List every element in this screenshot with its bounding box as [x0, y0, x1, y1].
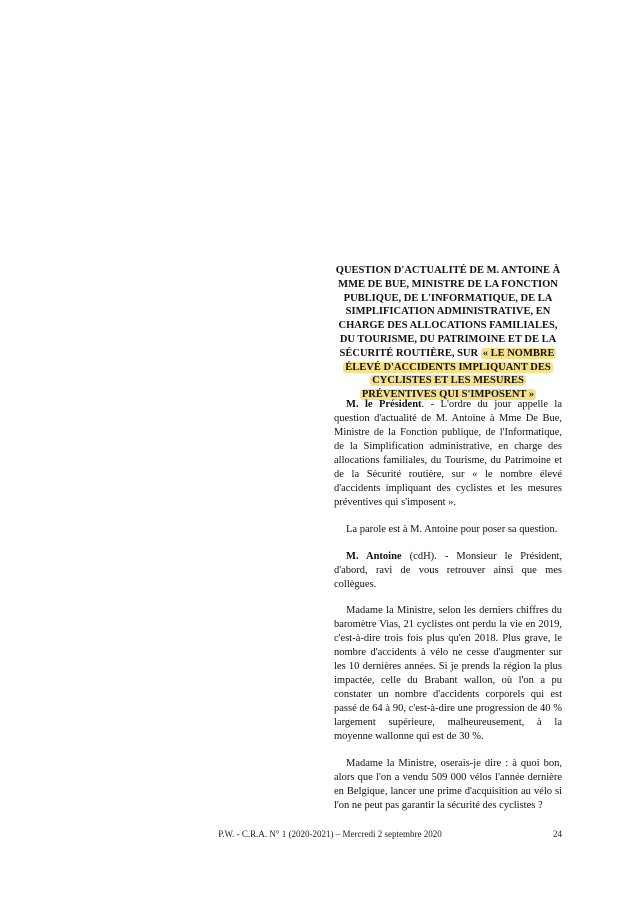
paragraph-text: . - L'ordre du jour appelle la question d'actualité de M. Antoine à Mme De Bue, Ministre de la Fonction publique, de l'Informatique, de la Simplification administrative, en charge des allocations familiales, du Tourisme, du Patrimoine et de la Sécurité routière, sur « le nombre élevé d'accidents impliquant des cyclistes et les mesures préventives qui s'imposent ».: [334, 399, 563, 508]
paragraph-text: La parole est à M. Antoine pour poser sa question.: [346, 524, 558, 535]
paragraph-statistics: [334, 604, 562, 744]
paragraph-question: [334, 757, 562, 813]
speaker-name: M. le Président: [346, 399, 422, 410]
page-number: 24: [553, 829, 562, 839]
paragraph-president: [334, 398, 562, 510]
paragraph-text: Madame la Ministre, oserais-je dire : à quoi bon, alors que l'on a vendu 509 000 vélos l'année dernière en Belgique, lancer une prime d'acquisition au vélo si l'on ne peut pas garantir la sécurité des cyclistes ?: [334, 758, 562, 811]
page-footer: P.W. - C.R.A. N° 1 (2020-2021) – Mercredi 2 septembre 2020: [218, 829, 442, 839]
paragraph-text: Madame la Ministre, selon les derniers chiffres du baromètre Vias, 21 cyclistes ont perdu la vie en 2019, c'est-à-dire trois fois plus qu'en 2018. Plus grave, le nombre d'accidents à vélo ne cesse d'augmenter sur les 10 dernières années. Si je prends la région la plus impactée, celle du Brabant wallon, où l'on a pu constater un nombre d'accidents corporels qui est passé de 64 à 90, c'est-à-dire une progression de 40 % largement supérieure, malheureusement, à la moyenne wallonne qui est de 30 %.: [334, 605, 562, 742]
heading-highlighted-text: « LE NOMBRE ÉLEVÉ D'ACCIDENTS IMPLIQUANT DES CYCLISTES ET LES MESURES PRÉVENTIVES QUI S'IMPOSENT »: [345, 347, 555, 401]
document-body: [334, 398, 562, 826]
question-heading: [334, 264, 562, 402]
paragraph-text: (cdH). - Monsieur le Président, d'abord, ravi de vous retrouver ainsi que mes collègues.: [334, 551, 563, 590]
speaker-name: M. Antoine: [346, 551, 402, 562]
paragraph-antoine-intro: [334, 550, 562, 592]
heading-text: QUESTION D'ACTUALITÉ DE M. ANTOINE À MME DE BUE, MINISTRE DE LA FONCTION PUBLIQUE, DE L'INFORMATIQUE, DE LA SIMPLIFICATION ADMINISTRATIVE, EN CHARGE DES ALLOCATIONS FAMILIALES, DU TOURISME, DU PATRIMOINE ET DE LA SÉCURITÉ ROUTIÈRE, SUR: [335, 265, 561, 359]
paragraph-floor: [334, 523, 562, 537]
